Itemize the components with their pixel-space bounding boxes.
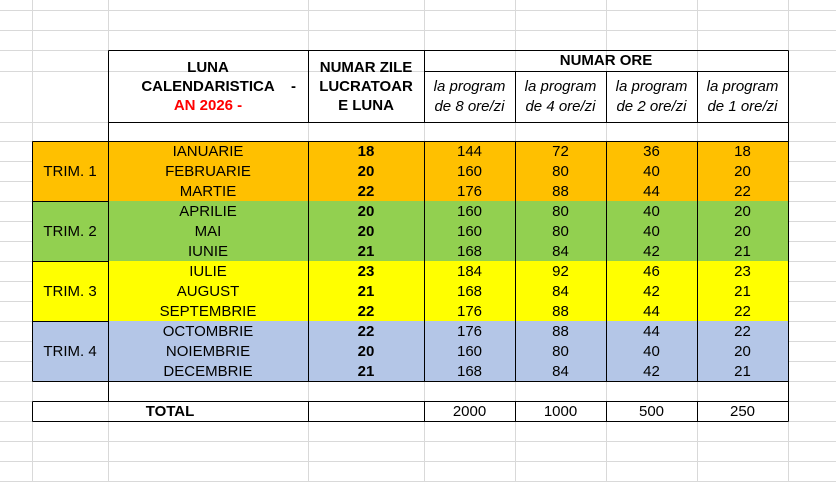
hours-4h[interactable]: 84 <box>515 281 606 301</box>
hours-2h[interactable]: 46 <box>606 261 697 281</box>
hours-1h[interactable]: 20 <box>697 161 788 181</box>
days-header-line3: E LUNA <box>338 96 394 114</box>
month-name[interactable]: FEBRUARIE <box>108 161 308 181</box>
hours-8h[interactable]: 160 <box>424 201 515 221</box>
hours-4h[interactable]: 84 <box>515 241 606 261</box>
hours-8h-line2: de 8 ore/zi <box>434 97 505 115</box>
quarter-label-4[interactable]: TRIM. 4 <box>32 321 108 381</box>
hours-2h[interactable]: 44 <box>606 181 697 201</box>
hours-column-header-2h[interactable] <box>606 71 697 122</box>
hours-4h-line2: de 4 ore/zi <box>525 97 596 115</box>
working-days[interactable]: 21 <box>308 281 424 301</box>
working-days[interactable]: 22 <box>308 321 424 341</box>
hours-4h-line1: la program <box>524 77 597 95</box>
hours-8h[interactable]: 184 <box>424 261 515 281</box>
month-header-dash: - <box>291 77 296 95</box>
quarter-label-2[interactable]: TRIM. 2 <box>32 201 108 261</box>
hours-8h[interactable]: 176 <box>424 321 515 341</box>
working-days[interactable]: 20 <box>308 221 424 241</box>
hours-1h[interactable]: 22 <box>697 181 788 201</box>
hours-2h[interactable]: 42 <box>606 281 697 301</box>
working-days[interactable]: 20 <box>308 201 424 221</box>
hours-group-header[interactable] <box>424 50 788 71</box>
hours-2h-line2: de 2 ore/zi <box>616 97 687 115</box>
hours-2h[interactable]: 42 <box>606 241 697 261</box>
total-hours-4h[interactable]: 1000 <box>543 402 578 420</box>
hours-1h[interactable]: 18 <box>697 141 788 161</box>
month-name[interactable]: NOIEMBRIE <box>108 341 308 361</box>
hours-1h[interactable]: 23 <box>697 261 788 281</box>
hours-4h[interactable]: 88 <box>515 181 606 201</box>
working-days[interactable]: 22 <box>308 181 424 201</box>
hours-column-header-1h[interactable] <box>697 71 788 122</box>
days-header-line2: LUCRATOAR <box>319 77 413 95</box>
hours-1h-line1: la program <box>706 77 779 95</box>
hours-column-header-4h[interactable] <box>515 71 606 122</box>
hours-8h-line1: la program <box>433 77 506 95</box>
hours-2h[interactable]: 40 <box>606 341 697 361</box>
hours-2h[interactable]: 40 <box>606 161 697 181</box>
hours-4h[interactable]: 88 <box>515 321 606 341</box>
hours-8h[interactable]: 160 <box>424 161 515 181</box>
hours-8h[interactable]: 160 <box>424 341 515 361</box>
hours-4h[interactable]: 88 <box>515 301 606 321</box>
quarter-label-1[interactable]: TRIM. 1 <box>32 141 108 201</box>
hours-4h[interactable]: 84 <box>515 361 606 381</box>
hours-4h[interactable]: 80 <box>515 201 606 221</box>
working-days[interactable]: 22 <box>308 301 424 321</box>
total-hours-8h[interactable]: 2000 <box>452 402 487 420</box>
year-label: AN 2026 - <box>173 96 243 114</box>
hours-2h[interactable]: 40 <box>606 201 697 221</box>
hours-8h[interactable]: 168 <box>424 281 515 301</box>
month-name[interactable]: IULIE <box>108 261 308 281</box>
working-days[interactable]: 21 <box>308 241 424 261</box>
hours-1h[interactable]: 20 <box>697 341 788 361</box>
working-days[interactable]: 21 <box>308 361 424 381</box>
hours-4h[interactable]: 80 <box>515 221 606 241</box>
hours-1h-line2: de 1 ore/zi <box>707 97 778 115</box>
working-days-column-header[interactable] <box>308 50 424 122</box>
hours-2h[interactable]: 36 <box>606 141 697 161</box>
hours-1h[interactable]: 21 <box>697 241 788 261</box>
total-days[interactable] <box>308 401 424 421</box>
hours-2h-line1: la program <box>615 77 688 95</box>
month-header-line2: CALENDARISTICA <box>141 77 275 95</box>
hours-8h[interactable]: 176 <box>424 301 515 321</box>
hours-4h[interactable]: 80 <box>515 161 606 181</box>
working-days[interactable]: 20 <box>308 341 424 361</box>
hours-8h[interactable]: 168 <box>424 361 515 381</box>
total-hours-2h[interactable]: 500 <box>638 402 665 420</box>
hours-8h[interactable]: 144 <box>424 141 515 161</box>
hours-2h[interactable]: 44 <box>606 301 697 321</box>
hours-group-label: NUMAR ORE <box>559 52 653 69</box>
month-name[interactable]: OCTOMBRIE <box>108 321 308 341</box>
hours-1h[interactable]: 20 <box>697 201 788 221</box>
hours-1h[interactable]: 22 <box>697 321 788 341</box>
month-name[interactable]: MARTIE <box>108 181 308 201</box>
hours-1h[interactable]: 20 <box>697 221 788 241</box>
hours-2h[interactable]: 42 <box>606 361 697 381</box>
total-label[interactable]: TOTAL <box>145 402 195 420</box>
quarter-label-3[interactable]: TRIM. 3 <box>32 261 108 321</box>
month-name[interactable]: MAI <box>108 221 308 241</box>
hours-1h[interactable]: 21 <box>697 361 788 381</box>
hours-8h[interactable]: 168 <box>424 241 515 261</box>
month-header-line1: LUNA <box>187 58 229 76</box>
month-column-header[interactable] <box>108 50 308 122</box>
hours-8h[interactable]: 160 <box>424 221 515 241</box>
hours-2h[interactable]: 40 <box>606 221 697 241</box>
total-hours-1h[interactable]: 250 <box>729 402 756 420</box>
hours-8h[interactable]: 176 <box>424 181 515 201</box>
days-header-line1: NUMAR ZILE <box>319 58 413 76</box>
month-name[interactable]: IANUARIE <box>108 141 308 161</box>
hours-4h[interactable]: 92 <box>515 261 606 281</box>
month-name[interactable]: APRILIE <box>108 201 308 221</box>
hours-column-header-8h[interactable] <box>424 71 515 122</box>
hours-2h[interactable]: 44 <box>606 321 697 341</box>
hours-4h[interactable]: 72 <box>515 141 606 161</box>
month-name[interactable]: IUNIE <box>108 241 308 261</box>
month-name[interactable]: AUGUST <box>108 281 308 301</box>
hours-1h[interactable]: 21 <box>697 281 788 301</box>
working-days[interactable]: 20 <box>308 161 424 181</box>
month-name[interactable]: DECEMBRIE <box>108 361 308 381</box>
working-days[interactable]: 18 <box>308 141 424 161</box>
hours-1h[interactable]: 22 <box>697 301 788 321</box>
hours-4h[interactable]: 80 <box>515 341 606 361</box>
month-name[interactable]: SEPTEMBRIE <box>108 301 308 321</box>
working-days[interactable]: 23 <box>308 261 424 281</box>
